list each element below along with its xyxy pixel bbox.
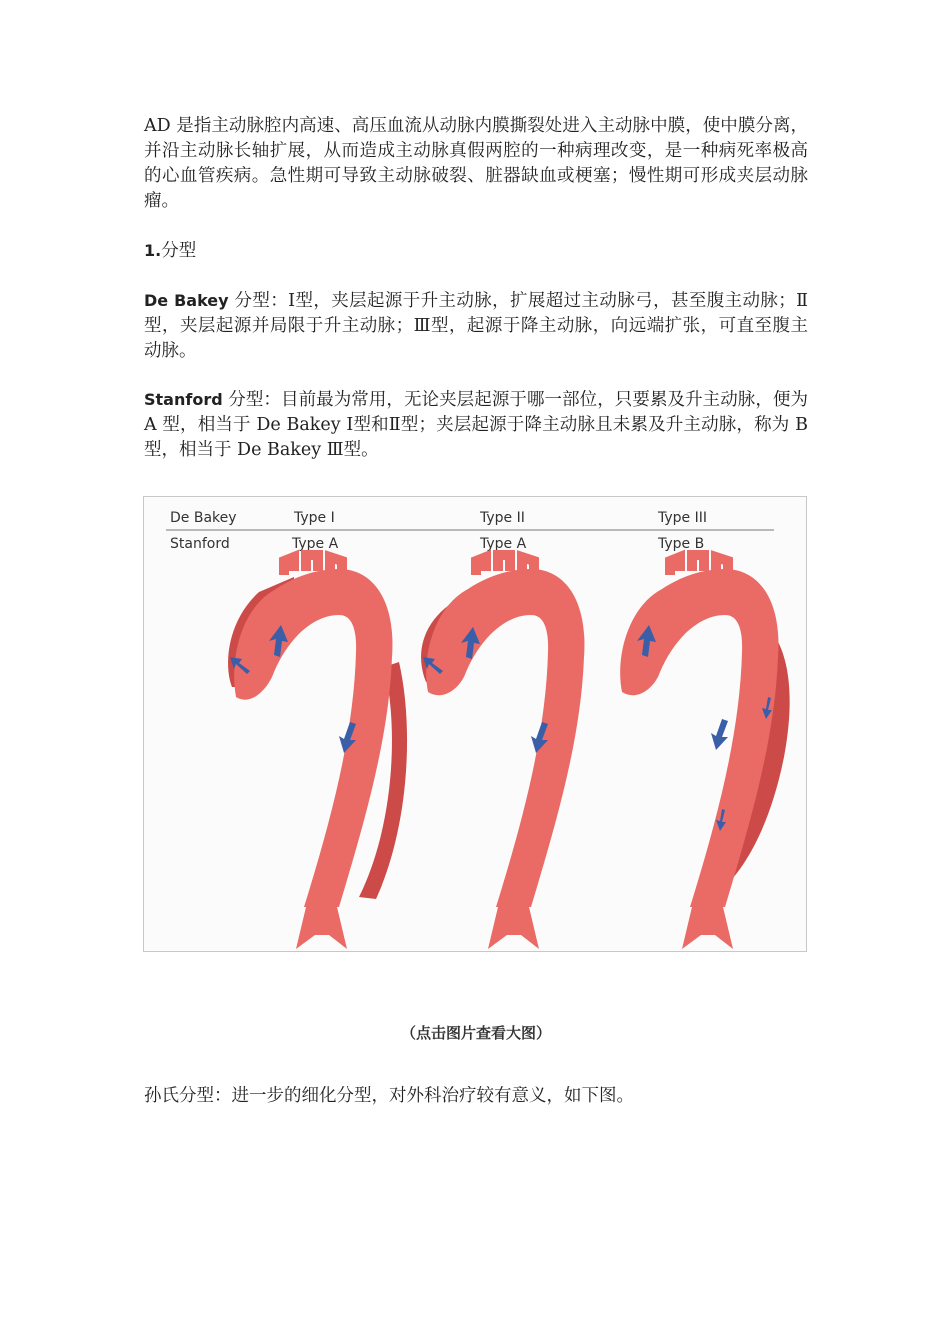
figure-col2-stanford: Type A	[480, 536, 527, 552]
aortic-dissection-classification-figure[interactable]	[143, 496, 807, 952]
stanford-label: Stanford	[144, 390, 223, 409]
debakey-text: 分型：Ⅰ型，夹层起源于升主动脉，扩展超过主动脉弓，甚至腹主动脉；Ⅱ型，夹层起源并局限于升主动脉；Ⅲ型，起源于降主动脉，向远端扩张，可直至腹主动脉。	[144, 291, 809, 361]
aorta-bifurcation	[682, 907, 733, 949]
sun-classification-paragraph: 孙氏分型：进一步的细化分型，对外科治疗较有意义，如下图。	[144, 1086, 634, 1106]
aorta-type-1	[228, 555, 407, 949]
aorta-lumen	[620, 569, 778, 907]
aorta-bifurcation	[296, 907, 347, 949]
aorta-type-2	[421, 555, 584, 949]
intro-paragraph: AD 是指主动脉腔内高速、高压血流从动脉内膜撕裂处进入主动脉中膜，使中膜分离，并沿主动脉长轴扩展，从而造成主动脉真假两腔的一种病理改变，是一种病死率极高的心血管疾病。急性期可导致主动脉破裂、脏器缺血或梗塞；慢性期可形成夹层动脉瘤。	[144, 116, 808, 211]
figure-caption-link[interactable]: （点击图片查看大图）	[400, 1024, 551, 1042]
flow-arrow-icon	[711, 719, 728, 750]
debakey-paragraph	[144, 288, 808, 364]
figure-col3-stanford: Type B	[658, 536, 705, 552]
aorta-lumen	[234, 569, 392, 907]
figure-row-label-stanford: Stanford	[170, 536, 230, 552]
figure-illustration	[144, 497, 806, 951]
figure-col1-debakey: Type I	[294, 510, 335, 526]
aorta-lumen	[426, 569, 584, 907]
figure-row-label-debakey: De Bakey	[170, 510, 237, 526]
aorta-bifurcation	[488, 907, 539, 949]
debakey-label: De Bakey	[144, 291, 229, 310]
stanford-paragraph	[144, 387, 808, 463]
figure-col2-debakey: Type II	[480, 510, 525, 526]
section-title: 分型	[161, 241, 197, 261]
section-number: 1.	[144, 241, 162, 260]
stanford-text: 分型：目前最为常用，无论夹层起源于哪一部位，只要累及升主动脉，便为 A 型，相当于 De Bakey Ⅰ型和Ⅱ型；夹层起源于降主动脉且未累及升主动脉，称为 B 型，相当于 De Bakey Ⅲ型。	[144, 390, 808, 460]
section-heading	[144, 238, 808, 264]
figure-col3-debakey: Type III	[658, 510, 707, 526]
aorta-type-3	[620, 555, 790, 949]
figure-col1-stanford: Type A	[292, 536, 339, 552]
